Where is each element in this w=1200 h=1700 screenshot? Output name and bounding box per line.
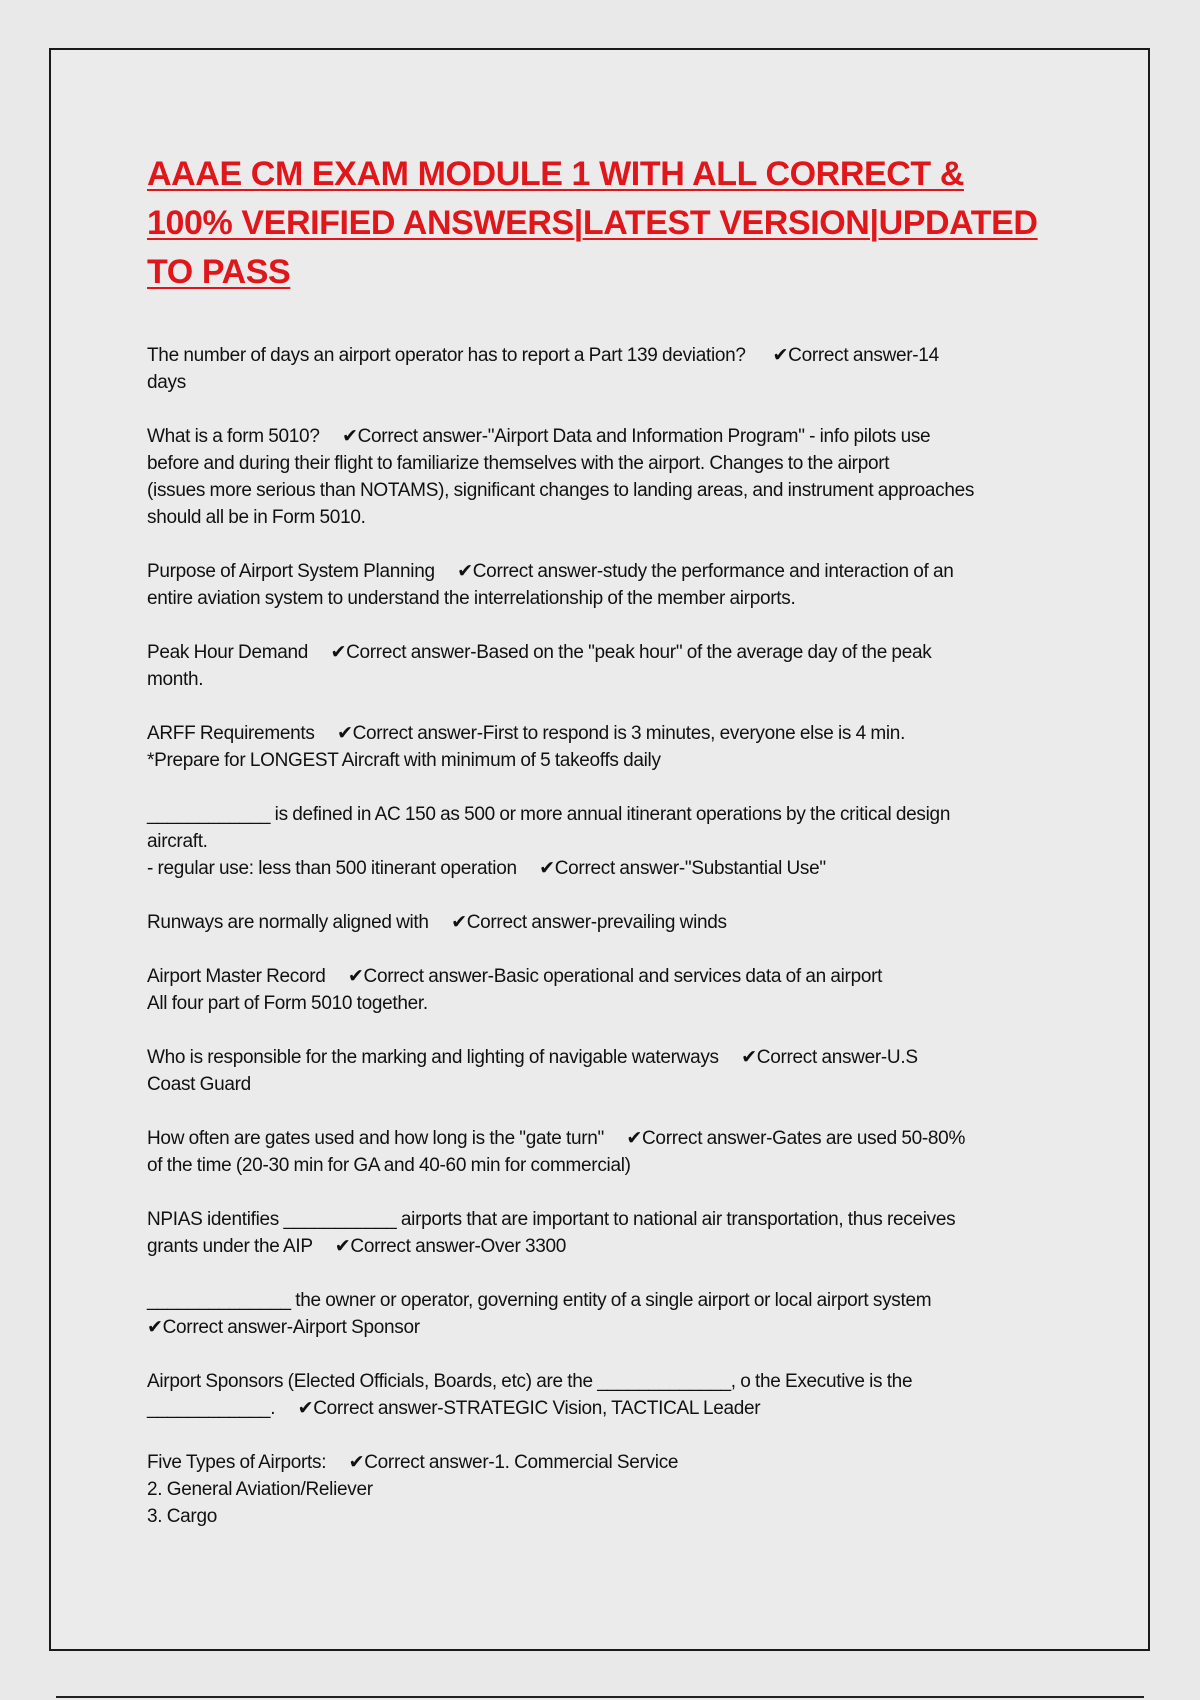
next-page-top-border	[56, 1696, 1144, 1698]
qa-entry-line: What is a form 5010? ✔Correct answer-"Airport Data and Information Program" - info pilots use	[147, 426, 931, 447]
qa-entry	[147, 1044, 1117, 1098]
question-answer-list	[147, 342, 1117, 1557]
qa-entry-line: Purpose of Airport System Planning ✔Correct answer-study the performance and interaction of an	[147, 561, 954, 582]
qa-entry	[147, 1125, 1117, 1179]
qa-entry	[147, 639, 1117, 693]
qa-entry	[147, 342, 1117, 396]
qa-entry-line: before and during their flight to familiarize themselves with the airport. Changes to the airport	[147, 453, 890, 474]
title-line-3: TO PASS	[147, 253, 291, 291]
qa-entry-line: *Prepare for LONGEST Aircraft with minimum of 5 takeoffs daily	[147, 750, 661, 771]
qa-entry-line: 3. Cargo	[147, 1506, 217, 1527]
qa-entry-line: Peak Hour Demand ✔Correct answer-Based on the "peak hour" of the average day of the peak	[147, 642, 932, 663]
qa-entry-line: The number of days an airport operator has to report a Part 139 deviation? ✔Correct answer-14	[147, 345, 939, 366]
qa-entry	[147, 801, 1117, 882]
title-line-1: AAAE CM EXAM MODULE 1 WITH ALL CORRECT &	[147, 155, 964, 193]
qa-entry-line: aircraft.	[147, 831, 208, 852]
qa-entry-line: Coast Guard	[147, 1074, 251, 1095]
qa-entry-line: - regular use: less than 500 itinerant operation ✔Correct answer-"Substantial Use"	[147, 858, 826, 879]
document-page	[49, 48, 1150, 1651]
qa-entry-line: ______________ the owner or operator, governing entity of a single airport or local airport system	[147, 1290, 932, 1311]
qa-entry-line: entire aviation system to understand the interrelationship of the member airports.	[147, 588, 796, 609]
qa-entry-line: month.	[147, 669, 204, 690]
qa-entry	[147, 909, 1117, 936]
qa-entry-line: Five Types of Airports: ✔Correct answer-1. Commercial Service	[147, 1452, 679, 1473]
qa-entry	[147, 963, 1117, 1017]
qa-entry-line: How often are gates used and how long is the "gate turn" ✔Correct answer-Gates are used 50-80%	[147, 1128, 966, 1149]
qa-entry-line: Who is responsible for the marking and lighting of navigable waterways ✔Correct answer-U.S	[147, 1047, 918, 1068]
qa-entry-line: Airport Sponsors (Elected Officials, Boards, etc) are the _____________, o the Executive is the	[147, 1371, 913, 1392]
qa-entry-line: ____________ is defined in AC 150 as 500 or more annual itinerant operations by the critical design	[147, 804, 951, 825]
qa-entry-line: Runways are normally aligned with ✔Correct answer-prevailing winds	[147, 912, 727, 933]
qa-entry	[147, 1287, 1117, 1341]
qa-entry-line: grants under the AIP ✔Correct answer-Over 3300	[147, 1236, 567, 1257]
qa-entry-line: NPIAS identifies ___________ airports that are important to national air transportation, thus receives	[147, 1209, 956, 1230]
qa-entry-line: should all be in Form 5010.	[147, 507, 366, 528]
qa-entry-line: (issues more serious than NOTAMS), significant changes to landing areas, and instrument approaches	[147, 480, 975, 501]
qa-entry	[147, 720, 1117, 774]
qa-entry-line: ✔Correct answer-Airport Sponsor	[147, 1317, 420, 1338]
qa-entry	[147, 1449, 1117, 1530]
qa-entry-line: All four part of Form 5010 together.	[147, 993, 428, 1014]
title-line-2: 100% VERIFIED ANSWERS|LATEST VERSION|UPDATED	[147, 204, 1038, 242]
qa-entry-line: Airport Master Record ✔Correct answer-Basic operational and services data of an airport	[147, 966, 883, 987]
qa-entry	[147, 1206, 1117, 1260]
qa-entry-line: of the time (20-30 min for GA and 40-60 min for commercial)	[147, 1155, 631, 1176]
qa-entry	[147, 1368, 1117, 1422]
qa-entry-line: days	[147, 372, 186, 393]
qa-entry-line: 2. General Aviation/Reliever	[147, 1479, 373, 1500]
document-title	[147, 150, 1107, 297]
qa-entry	[147, 558, 1117, 612]
qa-entry	[147, 423, 1117, 531]
qa-entry-line: ARFF Requirements ✔Correct answer-First to respond is 3 minutes, everyone else is 4 min.	[147, 723, 906, 744]
qa-entry-line: ____________. ✔Correct answer-STRATEGIC Vision, TACTICAL Leader	[147, 1398, 761, 1419]
